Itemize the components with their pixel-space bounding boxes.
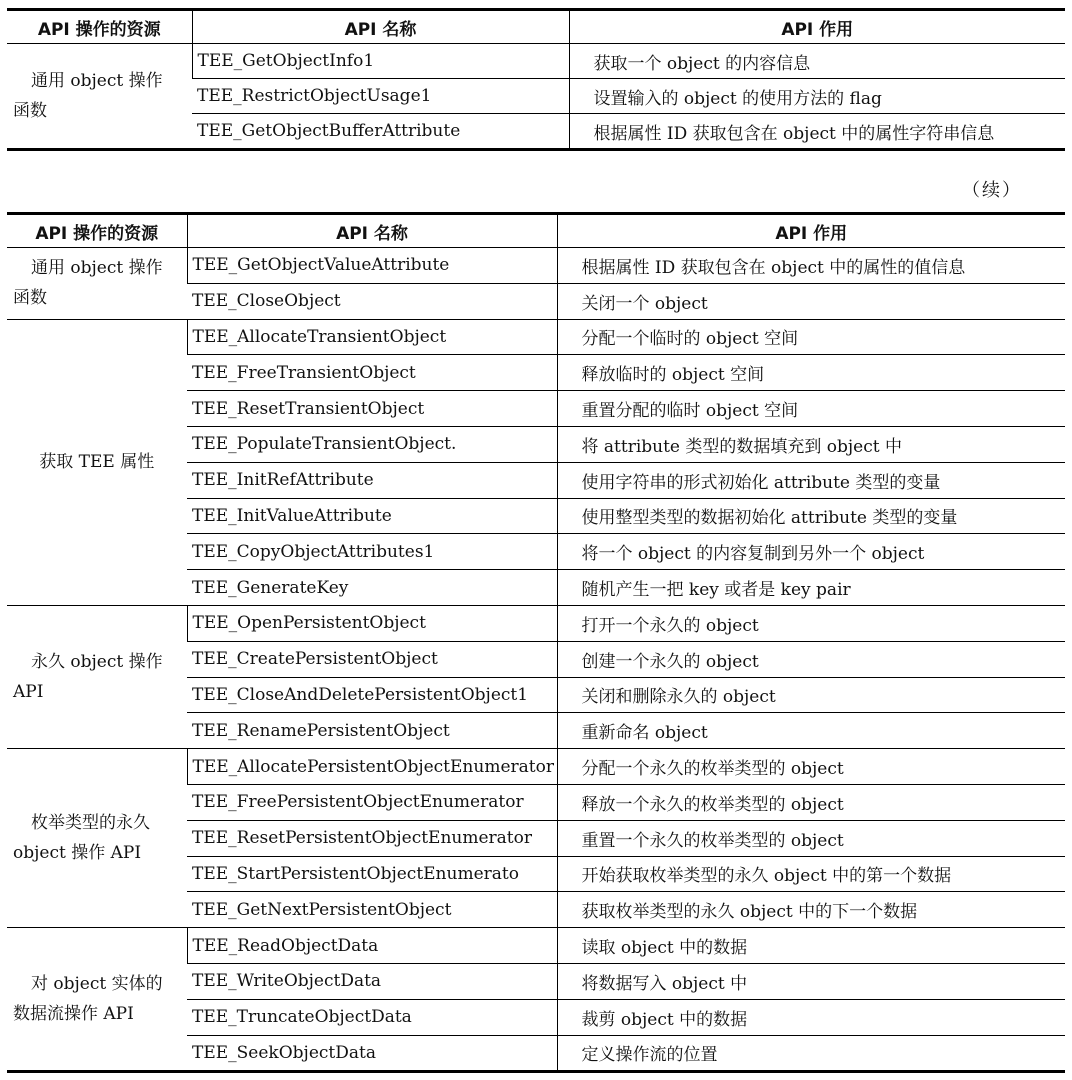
api-function-cell: 使用字符串的形式初始化 attribute 类型的变量 [557,462,1065,498]
api-function-cell: 打开一个永久的 object [557,605,1065,641]
api-name-cell: TEE_TruncateObjectData [187,999,557,1035]
api-function-cell: 开始获取枚举类型的永久 object 中的第一个数据 [557,856,1065,892]
table-row [7,749,1065,785]
resource-label-line: 通用 object 操作 [31,71,163,91]
api-function-cell: 将数据写入 object 中 [557,963,1065,999]
api-name-cell: TEE_InitValueAttribute [187,498,557,534]
resource-label-line: 枚举类型的永久 [31,813,150,834]
header-api-function: API 作用 [557,214,1065,248]
resource-label-line: 数据流操作 API [13,1004,134,1025]
table-body [7,248,1065,1072]
api-function-cell: 分配一个临时的 object 空间 [557,319,1065,355]
api-name-cell: TEE_ResetTransientObject [187,391,557,427]
resource-label-line: 获取 TEE 属性 [39,452,155,473]
resource-cell [7,44,192,150]
api-name-cell: TEE_CreatePersistentObject [187,641,557,677]
api-name-cell: TEE_GetObjectBufferAttribute [192,114,569,150]
api-function-cell: 创建一个永久的 object [557,641,1065,677]
api-function-cell: 分配一个永久的枚举类型的 object [557,749,1065,785]
api-function-cell: 根据属性 ID 获取包含在 object 中的属性字符串信息 [569,114,1065,150]
api-name-cell: TEE_GenerateKey [187,570,557,606]
api-function-cell: 随机产生一把 key 或者是 key pair [557,570,1065,606]
api-function-cell: 释放一个永久的枚举类型的 object [557,784,1065,820]
table-row [7,605,1065,641]
resource-cell [7,928,187,1072]
api-function-cell: 读取 object 中的数据 [557,928,1065,964]
resource-label-line: 函数 [13,101,47,121]
api-name-cell: TEE_CloseObject [187,283,557,319]
api-name-cell: TEE_StartPersistentObjectEnumerato [187,856,557,892]
resource-cell [7,749,187,928]
resource-label-line: 对 object 实体的 [31,974,163,995]
api-name-cell: TEE_ResetPersistentObjectEnumerator [187,820,557,856]
table-header-row [7,214,1065,248]
api-name-cell: TEE_FreeTransientObject [187,355,557,391]
table-row [7,928,1065,964]
api-name-cell: TEE_ReadObjectData [187,928,557,964]
resource-cell [7,319,187,605]
api-function-cell: 将 attribute 类型的数据填充到 object 中 [557,426,1065,462]
header-api-name: API 名称 [192,10,569,44]
api-name-cell: TEE_InitRefAttribute [187,462,557,498]
api-function-cell: 获取一个 object 的内容信息 [569,44,1065,79]
header-api-function: API 作用 [569,10,1065,44]
resource-label-line: object 操作 API [13,843,142,864]
api-function-cell: 获取枚举类型的永久 object 中的下一个数据 [557,892,1065,928]
api-name-cell: TEE_GetNextPersistentObject [187,892,557,928]
resource-cell [7,605,187,748]
api-function-cell: 重置分配的临时 object 空间 [557,391,1065,427]
api-table-part-1 [7,8,1065,151]
resource-label-line: 永久 object 操作 [31,652,163,673]
api-function-cell: 关闭一个 object [557,283,1065,319]
api-name-cell: TEE_PopulateTransientObject. [187,426,557,462]
table-header-row [7,10,1065,44]
continued-label: （续） [962,180,1022,201]
api-name-cell: TEE_CloseAndDeletePersistentObject1 [187,677,557,713]
resource-cell [7,248,187,320]
api-name-cell: TEE_CopyObjectAttributes1 [187,534,557,570]
api-function-cell: 使用整型类型的数据初始化 attribute 类型的变量 [557,498,1065,534]
api-function-cell: 定义操作流的位置 [557,1035,1065,1072]
header-resource: API 操作的资源 [7,10,192,44]
header-api-name: API 名称 [187,214,557,248]
api-table-part-2 [7,212,1065,1073]
header-resource: API 操作的资源 [7,214,187,248]
resource-label-line: 通用 object 操作 [31,258,163,279]
table-body [7,44,1065,150]
api-name-cell: TEE_AllocatePersistentObjectEnumerator [187,749,557,785]
api-function-cell: 设置输入的 object 的使用方法的 flag [569,79,1065,114]
table-row [7,44,1065,79]
api-name-cell: TEE_AllocateTransientObject [187,319,557,355]
api-function-cell: 裁剪 object 中的数据 [557,999,1065,1035]
api-function-cell: 根据属性 ID 获取包含在 object 中的属性的值信息 [557,248,1065,284]
api-name-cell: TEE_GetObjectValueAttribute [187,248,557,284]
resource-label-line: API [13,682,44,703]
api-name-cell: TEE_SeekObjectData [187,1035,557,1072]
table-row [7,319,1065,355]
api-function-cell: 重置一个永久的枚举类型的 object [557,820,1065,856]
api-function-cell: 重新命名 object [557,713,1065,749]
resource-label-line: 函数 [13,288,47,309]
api-name-cell: TEE_WriteObjectData [187,963,557,999]
table-row [7,248,1065,284]
api-name-cell: TEE_RenamePersistentObject [187,713,557,749]
api-name-cell: TEE_FreePersistentObjectEnumerator [187,784,557,820]
api-function-cell: 关闭和删除永久的 object [557,677,1065,713]
api-name-cell: TEE_OpenPersistentObject [187,605,557,641]
api-function-cell: 将一个 object 的内容复制到另外一个 object [557,534,1065,570]
api-name-cell: TEE_GetObjectInfo1 [192,44,569,79]
api-function-cell: 释放临时的 object 空间 [557,355,1065,391]
api-name-cell: TEE_RestrictObjectUsage1 [192,79,569,114]
